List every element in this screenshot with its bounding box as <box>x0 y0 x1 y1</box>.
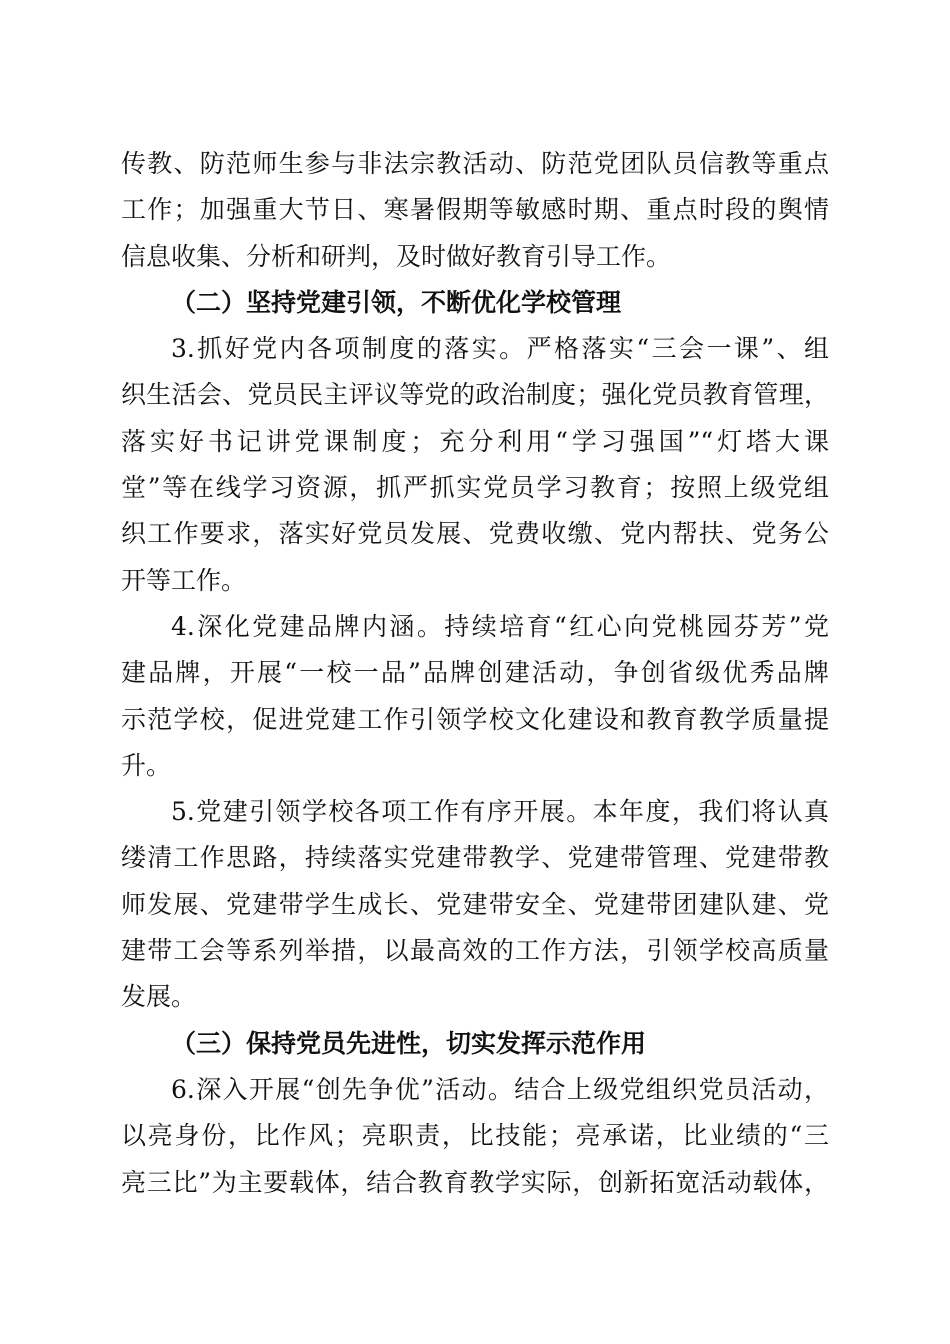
paragraph-line: 师发展、党建带学生成长、党建带安全、党建带团建队建、党 <box>121 889 829 919</box>
paragraph-line: 以亮身份，比作风；亮职责，比技能；亮承诺，比业绩的“三 <box>121 1121 829 1151</box>
paragraph-line: 建带工会等系列举措，以最高效的工作方法，引领学校高质量 <box>121 936 829 966</box>
paragraph-line: 亮三比”为主要载体，结合教育教学实际，创新拓宽活动载体， <box>121 1167 829 1197</box>
paragraph-line: 落实好书记讲党课制度；充分利用“学习强国”“灯塔大课 <box>121 426 829 456</box>
paragraph-line: 5.党建引领学校各项工作有序开展。本年度，我们将认真 <box>171 797 829 827</box>
paragraph-line: 织工作要求，落实好党员发展、党费收缴、党内帮扶、党务公 <box>121 519 829 549</box>
paragraph-line: 传教、防范师生参与非法宗教活动、防范党团队员信教等重点 <box>121 149 829 178</box>
section-heading: （三）保持党员先进性，切实发挥示范作用 <box>171 1028 647 1058</box>
paragraph-line: 4.深化党建品牌内涵。持续培育“红心向党桃园芬芳”党 <box>171 611 829 641</box>
document-body <box>121 141 829 1206</box>
paragraph-line: 升。 <box>121 750 172 780</box>
paragraph-line: 发展。 <box>121 982 197 1012</box>
paragraph-line: 示范学校，促进党建工作引领学校文化建设和教育教学质量提 <box>121 704 829 734</box>
paragraph-line: 堂”等在线学习资源，抓严抓实党员学习教育；按照上级党组 <box>121 473 829 503</box>
paragraph-line: 信息收集、分析和研判，及时做好教育引导工作。 <box>121 241 672 271</box>
paragraph-line: 建品牌，开展“一校一品”品牌创建活动，争创省级优秀品牌 <box>121 658 829 688</box>
paragraph-line: 缕清工作思路，持续落实党建带教学、党建带管理、党建带教 <box>121 843 829 873</box>
paragraph-line: 工作；加强重大节日、寒暑假期等敏感时期、重点时段的舆情 <box>121 195 829 225</box>
section-heading: （二）坚持党建引领，不断优化学校管理 <box>171 287 622 317</box>
paragraph-line: 3.抓好党内各项制度的落实。严格落实“三会一课”、组 <box>171 334 829 364</box>
paragraph-line: 6.深入开展“创先争优”活动。结合上级党组织党员活动， <box>171 1074 829 1104</box>
paragraph-line: 开等工作。 <box>121 565 247 595</box>
paragraph-line: 织生活会、党员民主评议等党的政治制度；强化党员教育管理， <box>121 380 829 410</box>
